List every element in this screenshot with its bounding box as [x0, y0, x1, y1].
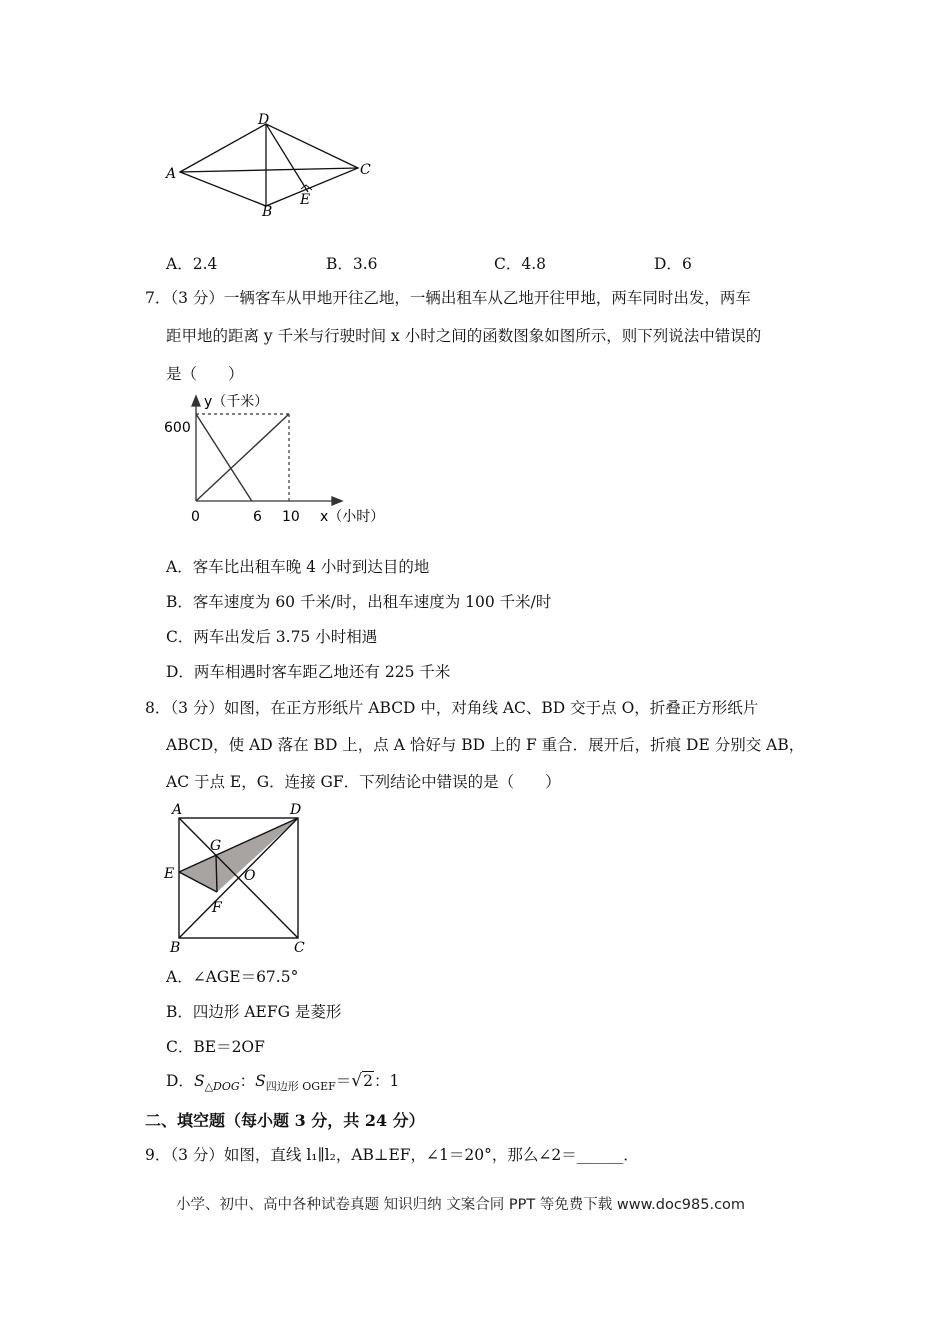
q7-option-a[interactable]: A．客车比出租车晚 4 小时到达目的地 — [166, 558, 430, 576]
rhombus-label-e: E — [300, 192, 311, 208]
rhombus-figure — [160, 110, 380, 220]
q7-option-c[interactable]: C．两车出发后 3.75 小时相遇 — [166, 628, 378, 646]
q7-function-graph — [160, 388, 410, 533]
square-label-e: E — [164, 866, 175, 882]
x-axis-label: x（小时） — [320, 509, 385, 525]
q6-option-c[interactable] — [494, 254, 546, 274]
q8-option-d-sub2: 四边形 OGEF — [265, 1080, 336, 1094]
q8-stem-line3: AC 于点 E，G．连接 GF．下列结论中错误的是（ ） — [166, 773, 561, 791]
x-tick-10: 10 — [282, 509, 300, 525]
rhombus-label-b: B — [262, 204, 273, 220]
q6-option-a[interactable] — [166, 254, 217, 274]
q7-option-b[interactable]: B．客车速度为 60 千米/时，出租车速度为 100 千米/时 — [166, 593, 552, 611]
rhombus-label-a: A — [166, 166, 177, 182]
square-label-c: C — [294, 940, 305, 956]
q8-option-d-tail: ：1 — [374, 1072, 400, 1090]
square-label-b: B — [170, 940, 181, 956]
rhombus-label-c: C — [360, 162, 371, 178]
square-label-a: A — [172, 802, 183, 818]
q6-option-b-text: 3.6 — [352, 255, 378, 273]
y-axis-label: y（千米） — [204, 394, 269, 410]
q6-option-a-text: 2.4 — [192, 255, 218, 273]
q8-option-a[interactable]: A．∠AGE＝67.5° — [166, 968, 299, 986]
q7-stem-line1: 7．（3 分）一辆客车从甲地开往乙地，一辆出租车从乙地开往甲地，两车同时出发，两车 — [145, 289, 751, 307]
q8-option-d-root: 2 — [363, 1072, 373, 1090]
q8-stem-line2: ABCD，使 AD 落在 BD 上，点 A 恰好与 BD 上的 F 重合．展开后，折痕 DE 分别交 AB， — [166, 736, 805, 754]
q8-option-d-colon: ： — [239, 1072, 256, 1090]
q7-stem-line2: 距甲地的距离 y 千米与行驶时间 x 小时之间的函数图象如图所示，则下列说法中错误的 — [166, 327, 762, 345]
q8-option-d-s2: S — [255, 1072, 266, 1090]
square-fold-figure — [160, 798, 320, 958]
q8-option-c[interactable]: C．BE＝2OF — [166, 1038, 265, 1056]
q7-stem-line3: 是（ ） — [166, 365, 244, 383]
square-label-d: D — [290, 802, 302, 818]
q8-option-d[interactable] — [166, 1071, 399, 1097]
series-line-1 — [196, 414, 289, 501]
square-label-o: O — [244, 868, 256, 884]
q8-option-b[interactable]: B．四边形 AEFG 是菱形 — [166, 1003, 342, 1021]
q6-option-d-text: 6 — [681, 255, 692, 273]
y-tick-600: 600 — [164, 420, 191, 436]
section-2-title: 二、填空题（每小题 3 分，共 24 分） — [145, 1111, 425, 1130]
q6-option-d[interactable] — [654, 254, 692, 274]
q6-option-c-letter: C． — [494, 255, 522, 273]
sqrt-symbol-icon: √ — [351, 1071, 363, 1091]
q6-option-b-letter: B． — [326, 255, 353, 273]
q8-option-d-letter: D． — [166, 1072, 194, 1090]
q6-option-c-text: 4.8 — [521, 255, 547, 273]
q8-option-d-s1: S — [193, 1072, 205, 1090]
q8-stem-line1: 8．（3 分）如图，在正方形纸片 ABCD 中，对角线 AC、BD 交于点 O，折叠正方形纸片 — [145, 699, 759, 717]
q6-option-d-letter: D． — [654, 255, 682, 273]
x-axis-arrow — [332, 497, 342, 505]
q8-option-d-sub1: △DOG — [204, 1080, 240, 1094]
rhombus-label-d: D — [258, 112, 270, 128]
x-tick-6: 6 — [253, 509, 262, 525]
q7-option-d[interactable]: D．两车相遇时客车距乙地还有 225 千米 — [166, 663, 451, 681]
q6-option-a-letter: A． — [166, 255, 193, 273]
square-label-g: G — [210, 838, 222, 854]
square-label-f: F — [212, 900, 222, 916]
page-footer: 小学、初中、高中各种试卷真题 知识归纳 文案合同 PPT 等免费下载 www.doc985.com — [176, 1197, 746, 1213]
q9-stem: 9．（3 分）如图，直线 l₁∥l₂，AB⊥EF，∠1＝20°，那么∠2＝______． — [145, 1146, 639, 1164]
q8-option-d-eq: ＝ — [335, 1072, 352, 1090]
q6-option-b[interactable] — [326, 254, 378, 274]
y-axis-arrow — [192, 396, 200, 406]
x-tick-0: 0 — [191, 509, 200, 525]
